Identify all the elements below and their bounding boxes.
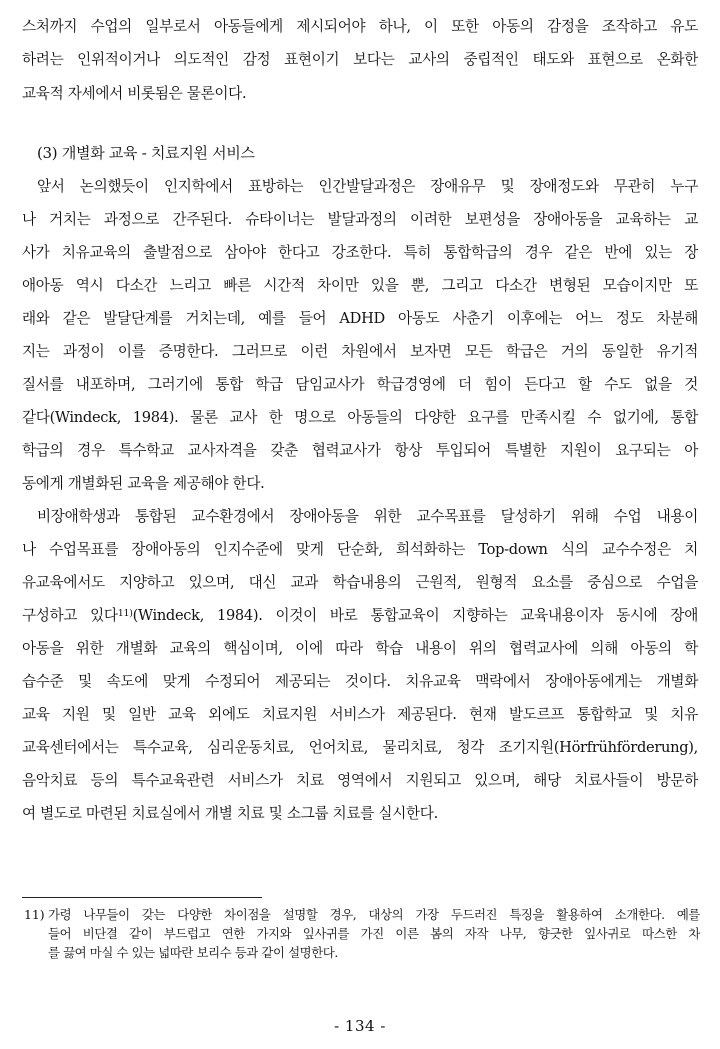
body-text-line: 애아동 역시 다소간 느리고 빠른 시간적 차이만 있을 뿐, 그리고 다소간 변형된 모습이지만 또	[22, 277, 698, 294]
body-text-line: 지는 과정이 이를 증명한다. 그러므로 이런 차원에서 보자면 모든 학급은 거의 동일한 유기적	[22, 343, 698, 360]
body-text-line: 나 수업목표를 장애아동의 인지수준에 맞게 단순화, 희석화하는 Top-down 식의 교수수정은 치	[22, 541, 698, 558]
body-text-line: 동에게 개별화된 교육을 제공해야 한다.	[22, 475, 265, 492]
body-text-line: 음악치료 등의 특수교육관련 서비스가 치료 영역에서 지원되고 있으며, 해당 치료사들이 방문하	[22, 772, 698, 789]
body-text-line: 여 별도로 마련된 치료실에서 개별 치료 및 소그룹 치료를 실시한다.	[22, 805, 438, 822]
text-segment: (Windeck, 1984). 이것이 바로 통합교육이 지향하는 교육내용이자 동시에 장애	[132, 607, 698, 624]
body-text-line: 교육 지원 및 일반 교육 외에도 치료지원 서비스가 제공된다. 현재 발도르프 통합학교 및 치유	[22, 706, 698, 723]
body-text-line: 질서를 내포하며, 그러기에 통합 학급 담임교사가 학급경영에 더 힘이 든다고 할 수도 없을 것	[22, 376, 698, 393]
footnote-reference[interactable]: 11)	[117, 608, 133, 619]
section-heading: (3) 개별화 교육 - 치료지원 서비스	[37, 144, 255, 162]
footnote-line: 가령 나무들이 갖는 다양한 차이점을 설명할 경우, 대상의 가장 두드러진 특징을 활용하여 소개한다. 예를	[48, 907, 700, 922]
body-text-line: 같다(Windeck, 1984). 물론 교사 한 명으로 아동들의 다양한 요구를 만족시킬 수 없기에, 통합	[22, 409, 698, 426]
body-text-line-with-footnote	[22, 606, 698, 626]
body-text-line: 래와 같은 발달단계를 거치는데, 예를 들어 ADHD 아동도 사춘기 이후에는 어느 정도 차분해	[22, 310, 698, 327]
footnote-line: 들어 비단결 같이 부드럽고 연한 가지와 잎사귀를 가진 이른 봄의 자작 나무, 향긋한 잎사귀로 따스한 차	[48, 926, 700, 941]
footnote-line: 를 끓여 마실 수 있는 넓따란 보리수 등과 같이 설명한다.	[48, 945, 338, 960]
body-text-line: 하려는 인위적이거나 의도적인 감정 표현이기 보다는 교사의 중립적인 태도와 표현으로 온화한	[22, 51, 698, 68]
body-text-line: 교육적 자세에서 비롯됨은 물론이다.	[22, 85, 247, 102]
text-segment: 구성하고 있다	[22, 607, 118, 624]
body-text-line: 스처까지 수업의 일부로서 아동들에게 제시되어야 하나, 이 또한 아동의 감정을 조작하고 유도	[22, 18, 698, 35]
footnote-divider	[22, 897, 262, 898]
footnote-number: 11)	[24, 907, 45, 922]
body-text-line: 사가 치유교육의 출발점으로 삼아야 한다고 강조한다. 특히 통합학급의 경우 같은 반에 있는 장	[22, 244, 698, 261]
page-number: - 134 -	[334, 1017, 386, 1035]
body-text-line: 교육센터에서는 특수교육, 심리운동치료, 언어치료, 물리치료, 청각 조기지원(Hörfrühförderung),	[22, 739, 698, 756]
body-text-line: 앞서 논의했듯이 인지학에서 표방하는 인간발달과정은 장애유무 및 장애정도와 무관히 누구	[37, 178, 698, 195]
body-text-line: 나 거치는 과정으로 간주된다. 슈타이너는 발달과정의 이려한 보편성을 장애아동을 교육하는 교	[22, 211, 698, 228]
body-text-line: 유교육에서도 지양하고 있으며, 대신 교과 학습내용의 근원적, 원형적 요소를 중심으로 수업을	[22, 574, 698, 591]
body-text-line: 아동을 위한 개별화 교육의 핵심이며, 이에 따라 학습 내용이 위의 협력교사에 의해 아동의 학	[22, 640, 698, 657]
body-text-line: 습수준 및 속도에 맞게 수정되어 제공되는 것이다. 치유교육 맥락에서 장애아동에게는 개별화	[22, 673, 698, 690]
body-text-line: 비장애학생과 통합된 교수환경에서 장애아동을 위한 교수목표를 달성하기 위해 수업 내용이	[37, 508, 698, 525]
body-text-line: 학급의 경우 특수학교 교사자격을 갖춘 협력교사가 항상 투입되어 특별한 지원이 요구되는 아	[22, 442, 698, 459]
